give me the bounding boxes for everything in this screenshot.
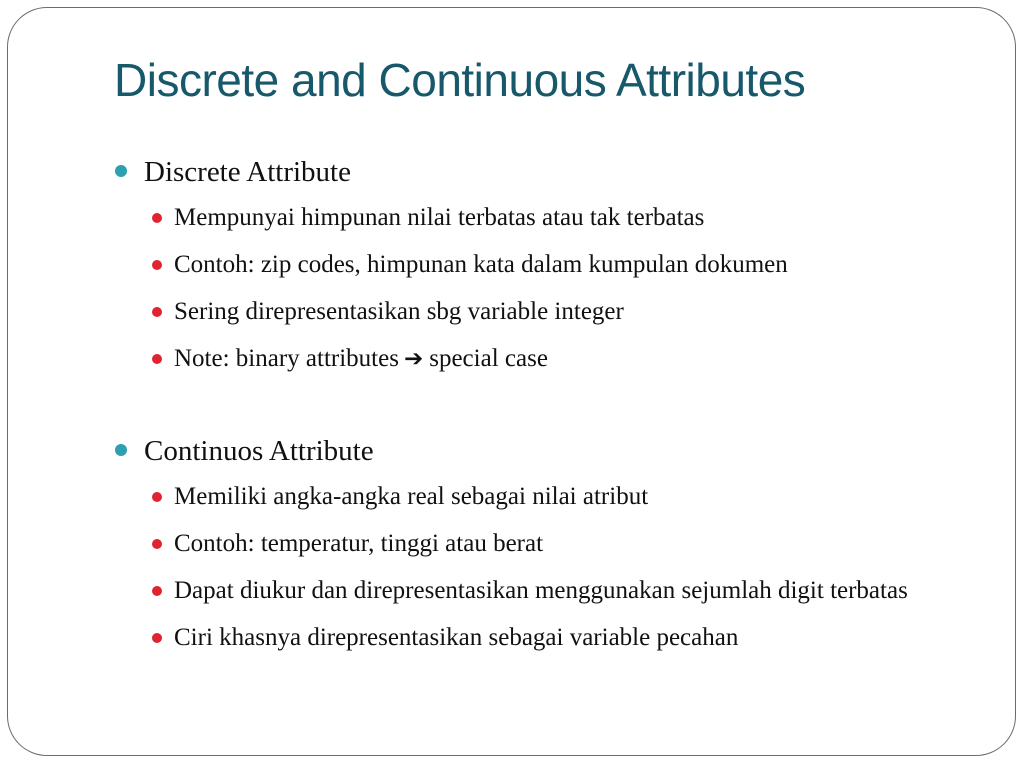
right-arrow-icon: ➔ <box>403 346 424 372</box>
bullet-continuous-attribute <box>112 431 952 471</box>
red-bullet-icon <box>152 260 162 270</box>
red-bullet-icon <box>152 492 162 502</box>
teal-bullet-icon <box>115 165 127 177</box>
sub-bullet <box>112 339 952 379</box>
sub-bullet-text: Memiliki angka-angka real sebagai nilai atribut <box>174 483 649 510</box>
bullet-heading: Discrete Attribute <box>144 156 351 188</box>
sub-bullet <box>112 618 952 658</box>
section-spacer <box>112 386 952 431</box>
sub-bullet <box>112 571 934 611</box>
sub-bullet-text: Mempunyai himpunan nilai terbatas atau tak terbatas <box>174 204 705 231</box>
sub-bullet-text: Contoh: temperatur, tinggi atau berat <box>174 530 544 557</box>
slide-content <box>112 152 952 665</box>
sub-bullet-text: Dapat diukur dan direpresentasikan menggunakan sejumlah digit terbatas <box>174 577 908 604</box>
bullet-heading: Continuos Attribute <box>144 435 374 467</box>
sub-bullet <box>112 292 952 332</box>
red-bullet-icon <box>152 539 162 549</box>
red-bullet-icon <box>152 354 162 364</box>
sub-bullet-text: Ciri khasnya direpresentasikan sebagai variable pecahan <box>174 624 739 651</box>
slide-title: Discrete and Continuous Attributes <box>114 54 806 106</box>
sub-bullet <box>112 245 952 285</box>
sub-bullet <box>112 198 952 238</box>
discrete-sublist <box>112 198 952 379</box>
sub-bullet-text-before-arrow: Note: binary attributes <box>174 345 399 372</box>
sub-bullet <box>112 524 952 564</box>
sub-bullet-text-after-arrow: special case <box>429 345 548 372</box>
continuous-sublist <box>112 477 952 658</box>
red-bullet-icon <box>152 307 162 317</box>
sub-bullet-text: Sering direpresentasikan sbg variable integer <box>174 298 624 325</box>
sub-bullet <box>112 477 952 517</box>
red-bullet-icon <box>152 633 162 643</box>
red-bullet-icon <box>152 213 162 223</box>
red-bullet-icon <box>152 586 162 596</box>
sub-bullet-text: Contoh: zip codes, himpunan kata dalam kumpulan dokumen <box>174 251 788 278</box>
bullet-discrete-attribute <box>112 152 952 192</box>
teal-bullet-icon <box>115 444 127 456</box>
